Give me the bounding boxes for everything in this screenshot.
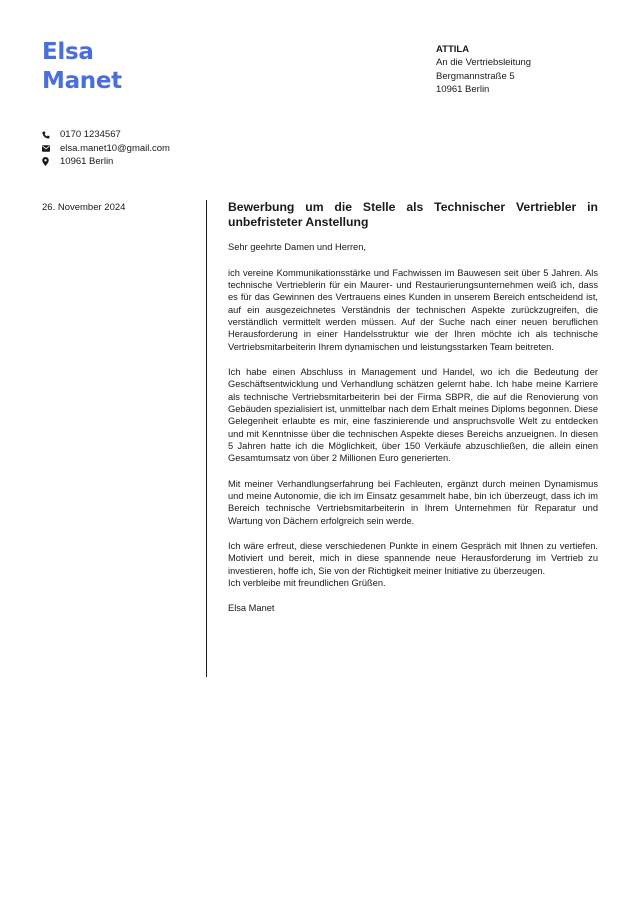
sender-last-name: Manet [42, 68, 122, 94]
phone-number: 0170 1234567 [60, 129, 121, 140]
phone-icon [42, 129, 54, 140]
letter-paragraph: Mit meiner Verhandlungserfahrung bei Fachleuten, ergänzt durch meinen Dynamismus und meine Autonomie, die ich im Einsatz gesammelt habe, bin ich überzeugt, dass ich im Bereich technische Vertriebsmitarbeiterin in Ihrem Unternehmen für Reparatur und Wartung von Dächern erfolgreich sein werde. [228, 478, 598, 526]
recipient-address [436, 43, 531, 97]
vertical-divider [206, 200, 207, 677]
letter-paragraph: Ich habe einen Abschluss in Management und Handel, wo ich die Bedeutung der Geschäftsentwicklung und Verhandlung schätzen gelernt habe. Ich habe meine Karriere als technische Vertriebsmitarbeiterin bei der Firma SBPR, die auf die Renovierung von Gebäuden spezialisiert ist, unmittelbar nach dem Erhalt meines Diploms begonnen. Diese Gelegenheit erlaubte es mir, eine faszinierende und anspruchsvolle Welt zu entdecken und mit Kenntnisse über die technischen Aspekte dieses Bereichs anzueignen. In diesen 5 Jahren hatte ich die Möglichkeit, über 150 Verkäufe abzuschließen, die allein einen Gesamtumsatz von über 2 Millionen Euro generierten. [228, 366, 598, 464]
contact-details [42, 128, 170, 169]
letter-subject: Bewerbung um die Stelle als Technischer Vertriebler in unbefristeter Anstellung [228, 200, 598, 229]
envelope-icon [42, 143, 54, 154]
email-address: elsa.manet10@gmail.com [60, 142, 170, 154]
contact-city [42, 155, 170, 169]
recipient-company: ATTILA [436, 44, 470, 55]
recipient-street: Bergmannstraße 5 [436, 70, 515, 82]
city-text: 10961 Berlin [60, 156, 114, 167]
recipient-city: 10961 Berlin [436, 84, 490, 96]
sender-name [42, 38, 122, 96]
contact-email [42, 142, 170, 156]
letter-salutation: Sehr geehrte Damen und Herren, [228, 242, 366, 253]
letter-date: 26. November 2024 [42, 202, 126, 213]
letter-closing: Ich verbleibe mit freundlichen Grüßen. [228, 578, 386, 589]
location-pin-icon [42, 156, 54, 167]
letter-paragraph: ich vereine Kommunikationsstärke und Fachwissen im Bauwesen seit über 5 Jahren. Als technische Vertrieblerin für ein Maurer- und Restaurierungsunternehmen weiß ich, dass es für das Gewinnen des Vertrauens eines Kunden in unserem Bereich entscheidend ist, auf ein ausgezeichnetes Verständnis der technischen Aspekte zurückzugreifen, die verständlich vermittelt werden müssen. Auf der Suche nach einer neuen beruflichen Herausforderung in einer Handelsstruktur wie der Ihren möchte ich als technische Vertriebsmitarbeiterin Ihrem dynamischen und leistungsstarken Team beitreten. [228, 267, 598, 352]
sender-first-name: Elsa [42, 39, 94, 65]
contact-phone [42, 128, 170, 142]
recipient-department: An die Vertriebsleitung [436, 57, 532, 69]
letter-paragraph: Ich wäre erfreut, diese verschiedenen Punkte in einem Gespräch mit Ihnen zu vertiefen. Motiviert und bereit, mich in diese spannende neue Herausforderung im Vertrieb zu investieren, hoffe ich, Sie von der Richtigkeit meiner Initiative zu überzeugen. [228, 541, 598, 576]
letter-signature: Elsa Manet [228, 603, 275, 614]
letter-body [228, 200, 598, 615]
